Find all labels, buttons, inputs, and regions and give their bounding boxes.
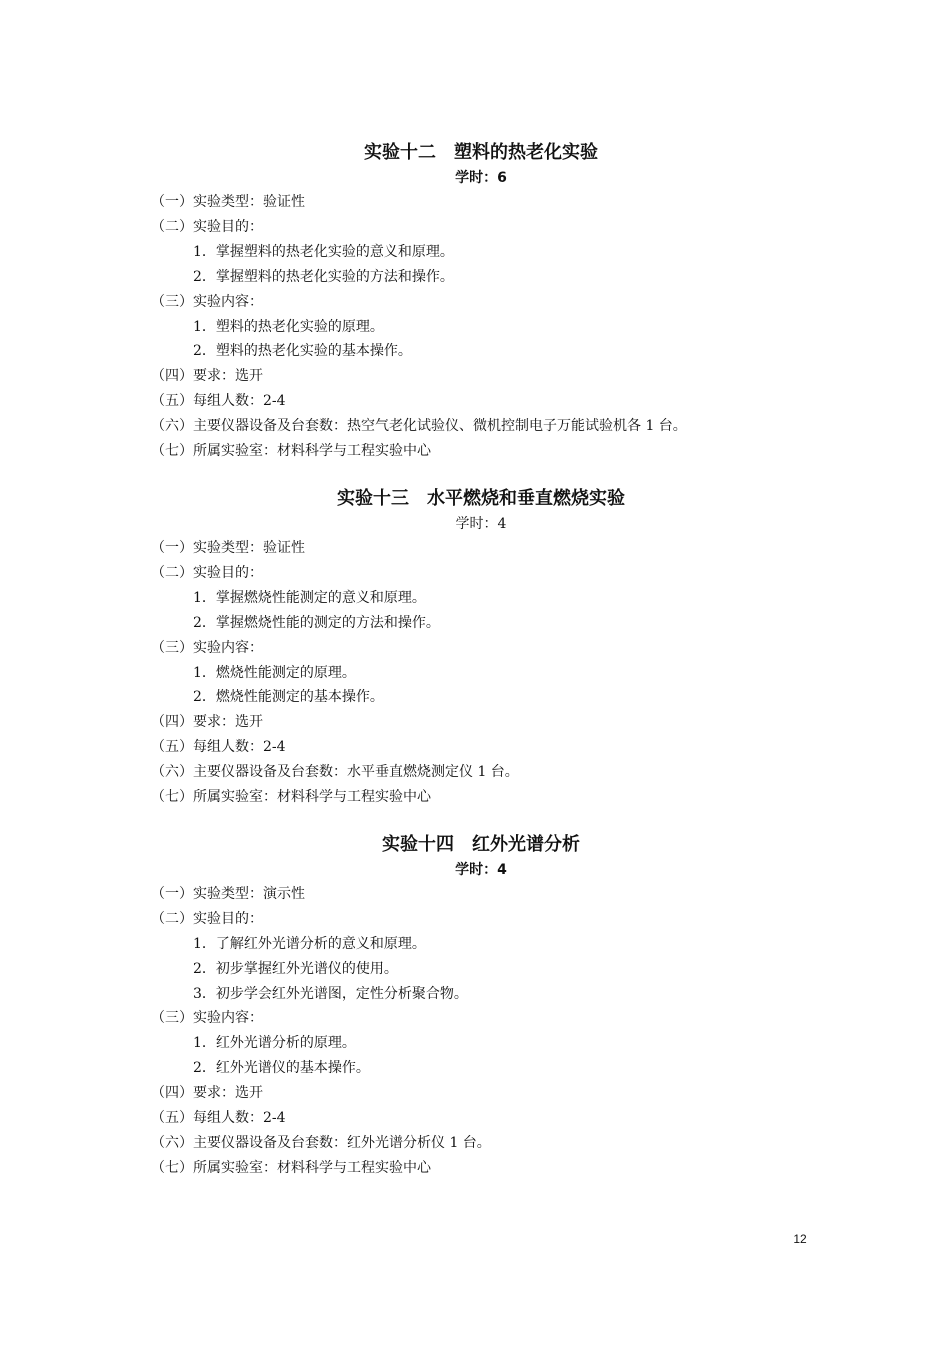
- line-purpose-item: 3．初步学会红外光谱图，定性分析聚合物。: [193, 985, 468, 1002]
- line-purpose-item: 2．掌握燃烧性能的测定的方法和操作。: [193, 614, 440, 631]
- line-group-size: （五）每组人数：2-4: [151, 393, 286, 410]
- experiment-13-section: [151, 484, 811, 810]
- line-equipment: （六）主要仪器设备及台套数：水平垂直燃烧测定仪 1 台。: [151, 764, 519, 781]
- line-type: （一）实验类型：演示性: [151, 885, 305, 902]
- line-content-item: 2．燃烧性能测定的基本操作。: [193, 689, 384, 706]
- line-laboratory: （七）所属实验室：材料科学与工程实验中心: [151, 443, 431, 460]
- page-number: 12: [793, 1232, 807, 1246]
- line-laboratory: （七）所属实验室：材料科学与工程实验中心: [151, 789, 431, 806]
- line-content-heading: （三）实验内容：: [151, 639, 263, 656]
- line-purpose-heading: （二）实验目的：: [151, 910, 263, 927]
- line-purpose-item: 2．掌握塑料的热老化实验的方法和操作。: [193, 268, 454, 285]
- line-group-size: （五）每组人数：2-4: [151, 1110, 286, 1127]
- line-purpose-item: 1．了解红外光谱分析的意义和原理。: [193, 935, 426, 952]
- line-content-item: 1．塑料的热老化实验的原理。: [193, 318, 384, 335]
- line-requirement: （四）要求：选开: [151, 714, 263, 731]
- line-equipment: （六）主要仪器设备及台套数：红外光谱分析仪 1 台。: [151, 1135, 491, 1151]
- experiment-name: 水平燃烧和垂直燃烧实验: [427, 487, 625, 509]
- experiment-number: 实验十四: [382, 833, 454, 855]
- experiment-number: 实验十三: [337, 487, 409, 509]
- line-content-item: 2．塑料的热老化实验的基本操作。: [193, 343, 412, 360]
- line-requirement: （四）要求：选开: [151, 1085, 263, 1102]
- experiment-12-section: [151, 138, 811, 464]
- experiment-hours: 学时：6: [455, 170, 507, 186]
- experiment-number: 实验十二: [364, 142, 436, 163]
- line-equipment: （六）主要仪器设备及台套数：热空气老化试验仪、微机控制电子万能试验机各 1 台。: [151, 418, 687, 435]
- page-content: [151, 138, 811, 1201]
- experiment-hours: 学时：4: [455, 861, 507, 878]
- line-content-item: 2．红外光谱仪的基本操作。: [193, 1060, 370, 1077]
- experiment-name: 红外光谱分析: [472, 833, 580, 855]
- line-purpose-item: 1．掌握燃烧性能测定的意义和原理。: [193, 589, 426, 606]
- line-type: （一）实验类型：验证性: [151, 539, 305, 556]
- line-group-size: （五）每组人数：2-4: [151, 739, 286, 756]
- line-type: （一）实验类型：验证性: [151, 194, 305, 210]
- line-content-heading: （三）实验内容：: [151, 1010, 263, 1027]
- experiment-name: 塑料的热老化实验: [454, 142, 598, 163]
- experiment-hours: 学时：4: [455, 515, 507, 532]
- line-purpose-item: 1．掌握塑料的热老化实验的意义和原理。: [193, 243, 454, 260]
- experiment-title: [151, 138, 811, 168]
- line-content-item: 1．红外光谱分析的原理。: [193, 1035, 356, 1052]
- line-purpose-heading: （二）实验目的：: [151, 564, 263, 581]
- experiment-14-section: [151, 830, 811, 1181]
- experiment-title: [151, 830, 811, 860]
- line-purpose-item: 2．初步掌握红外光谱仪的使用。: [193, 960, 398, 977]
- line-laboratory: （七）所属实验室：材料科学与工程实验中心: [151, 1159, 431, 1176]
- line-requirement: （四）要求：选开: [151, 368, 263, 385]
- line-content-item: 1．燃烧性能测定的原理。: [193, 664, 356, 681]
- line-content-heading: （三）实验内容：: [151, 293, 263, 310]
- experiment-title: [151, 484, 811, 514]
- line-purpose-heading: （二）实验目的：: [151, 218, 263, 235]
